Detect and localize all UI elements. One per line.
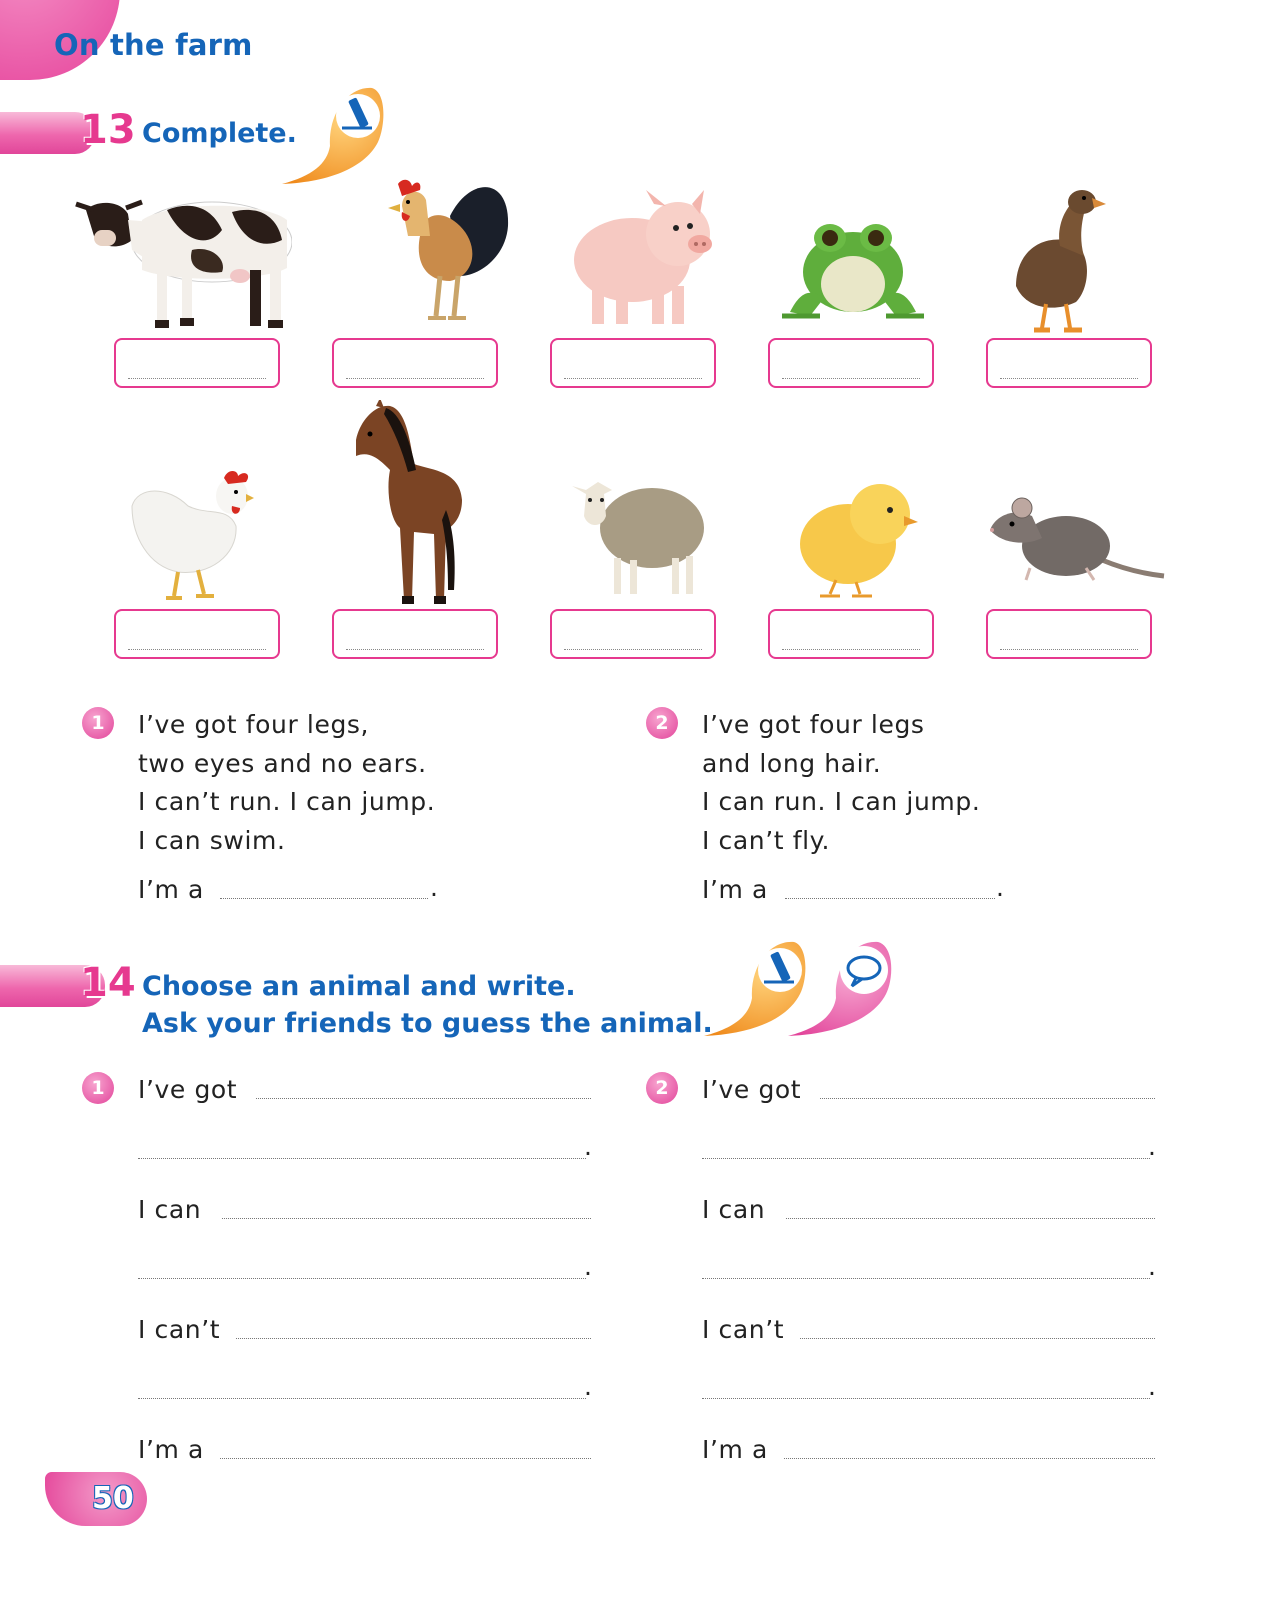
write-2-can-line-2[interactable]: [702, 1278, 1150, 1279]
exercise-13-number: 13: [80, 107, 136, 153]
write-1-can-line[interactable]: [222, 1218, 591, 1219]
answer-box-pig[interactable]: [550, 338, 716, 388]
riddle-2-number: 2: [646, 707, 678, 739]
pencil-drop-icon: [282, 84, 386, 188]
duck-icon: [1006, 186, 1110, 334]
write-1-im-line[interactable]: [220, 1458, 591, 1459]
answer-box-sheep[interactable]: [550, 609, 716, 659]
write-1-got-line[interactable]: [256, 1098, 591, 1099]
answer-box-mouse[interactable]: [986, 609, 1152, 659]
write-2-im-prompt: I’m a: [702, 1435, 768, 1464]
write-2-cant-line-2[interactable]: [702, 1398, 1150, 1399]
answer-box-frog[interactable]: [768, 338, 934, 388]
riddle-1-line-4: I can swim.: [138, 826, 286, 855]
riddle-2-line-4: I can’t fly.: [702, 826, 831, 855]
riddle-1-line-2: two eyes and no ears.: [138, 749, 427, 778]
write-1-im-prompt: I’m a: [138, 1435, 204, 1464]
hen-icon: [128, 466, 254, 600]
write-2-period-3: .: [1148, 1372, 1156, 1401]
write-2-can-prompt: I can: [702, 1195, 766, 1224]
exercise-13-title: Complete.: [142, 118, 297, 149]
riddle-1-answer-line[interactable]: [220, 898, 428, 899]
riddle-2-line-2: and long hair.: [702, 749, 882, 778]
chick-icon: [796, 480, 920, 600]
riddle-1-period: .: [430, 873, 438, 902]
write-1-cant-line[interactable]: [236, 1338, 591, 1339]
sheep-icon: [568, 472, 706, 598]
riddle-2-answer-prompt: I’m a: [702, 875, 768, 904]
mouse-icon: [986, 490, 1166, 590]
write-1-got-prompt: I’ve got: [138, 1075, 238, 1104]
write-1-period-2: .: [584, 1252, 592, 1281]
riddle-2-line-3: I can run. I can jump.: [702, 787, 981, 816]
riddle-2-period: .: [996, 873, 1004, 902]
write-2-got-line[interactable]: [820, 1098, 1155, 1099]
riddle-1-line-3: I can’t run. I can jump.: [138, 787, 436, 816]
answer-box-horse[interactable]: [332, 609, 498, 659]
rooster-icon: [380, 176, 510, 328]
exercise-14-title-line-1: Choose an animal and write.: [142, 971, 576, 1002]
page-number: 50: [92, 1481, 134, 1516]
write-2-got-prompt: I’ve got: [702, 1075, 802, 1104]
answer-box-duck[interactable]: [986, 338, 1152, 388]
answer-box-cow[interactable]: [114, 338, 280, 388]
riddle-1-number: 1: [82, 707, 114, 739]
write-1-period-1: .: [584, 1132, 592, 1161]
answer-box-hen[interactable]: [114, 609, 280, 659]
write-2-im-line[interactable]: [784, 1458, 1155, 1459]
write-2-number: 2: [646, 1072, 678, 1104]
write-1-got-line-2[interactable]: [138, 1158, 586, 1159]
answer-box-chick[interactable]: [768, 609, 934, 659]
write-2-cant-prompt: I can’t: [702, 1315, 785, 1344]
write-1-period-3: .: [584, 1372, 592, 1401]
write-2-got-line-2[interactable]: [702, 1158, 1150, 1159]
riddle-1-answer-prompt: I’m a: [138, 875, 204, 904]
write-2-cant-line[interactable]: [800, 1338, 1155, 1339]
riddle-2-line-1: I’ve got four legs: [702, 710, 925, 739]
write-2-period-2: .: [1148, 1252, 1156, 1281]
riddle-2-answer-line[interactable]: [785, 898, 995, 899]
write-1-number: 1: [82, 1072, 114, 1104]
riddle-1-line-1: I’ve got four legs,: [138, 710, 370, 739]
speech-bubble-drop-icon: [788, 938, 894, 1038]
pig-icon: [572, 190, 718, 328]
page-title: On the farm: [54, 28, 253, 62]
frog-icon: [780, 212, 926, 320]
cow-icon: [72, 190, 292, 332]
answer-box-rooster[interactable]: [332, 338, 498, 388]
write-1-can-line-2[interactable]: [138, 1278, 586, 1279]
write-1-can-prompt: I can: [138, 1195, 202, 1224]
write-2-period-1: .: [1148, 1132, 1156, 1161]
write-2-can-line[interactable]: [786, 1218, 1155, 1219]
write-1-cant-line-2[interactable]: [138, 1398, 586, 1399]
exercise-14-title-line-2: Ask your friends to guess the animal.: [142, 1008, 713, 1039]
write-1-cant-prompt: I can’t: [138, 1315, 221, 1344]
horse-icon: [350, 400, 466, 608]
exercise-14-number: 14: [80, 960, 136, 1006]
